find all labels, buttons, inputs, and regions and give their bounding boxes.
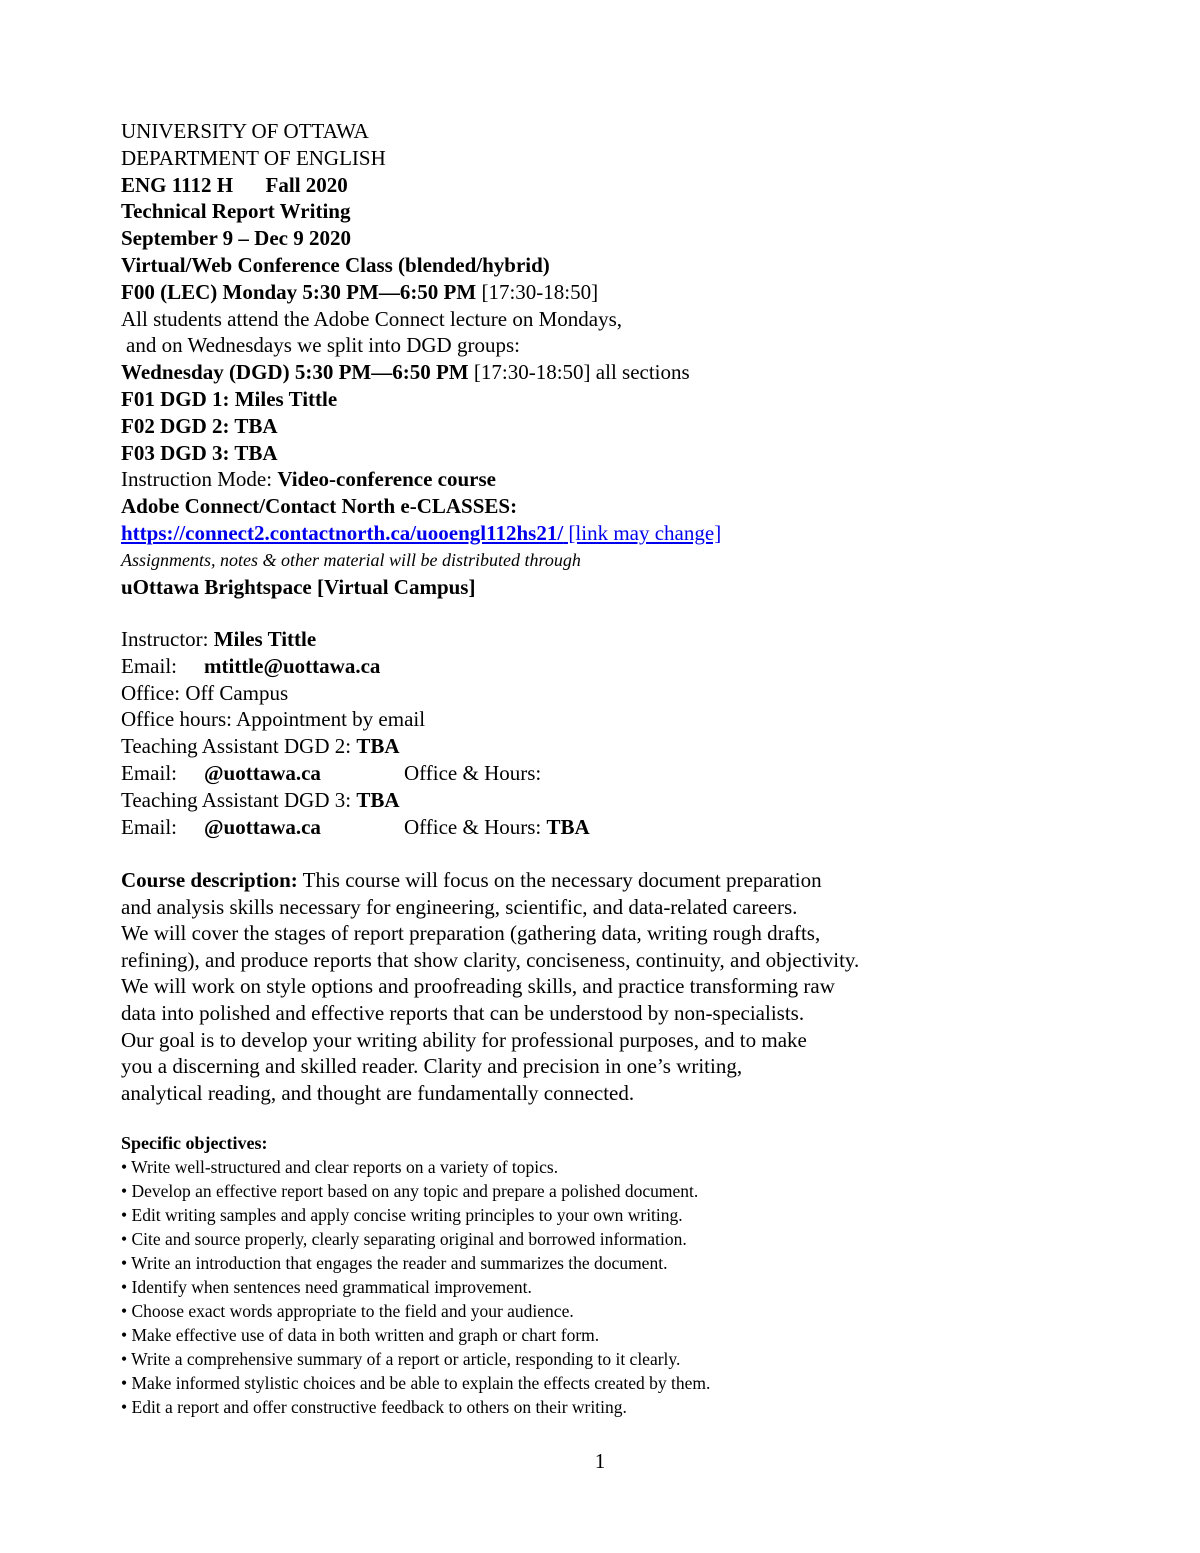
course-code-term: [121, 172, 1121, 199]
objective-item: • Make effective use of data in both written and graph or chart form.: [121, 1325, 600, 1345]
description-line: refining), and produce reports that show clarity, conciseness, continuity, and objectivity.: [121, 947, 860, 972]
specific-objectives: [121, 1131, 1081, 1419]
ta2-email: @uottawa.ca: [204, 760, 321, 785]
contact-info: [121, 626, 1121, 840]
objective-item: • Make informed stylistic choices and be able to explain the effects created by them.: [121, 1373, 711, 1393]
instruction-mode-value: Video-conference course: [277, 467, 496, 492]
ta3-office-value: TBA: [546, 814, 590, 839]
ta3-name: TBA: [356, 787, 400, 812]
description-line: [121, 867, 1081, 894]
description-label: Course description:: [121, 868, 298, 892]
ta3-row: [121, 787, 1121, 814]
description-line: We will cover the stages of report preparation (gathering data, writing rough drafts,: [121, 921, 821, 946]
instructor-email-row: [121, 653, 1121, 680]
lecture-schedule: [121, 279, 1121, 306]
description-line: data into polished and effective reports that can be understood by non-specialists.: [121, 1000, 805, 1025]
description-line: analytical reading, and thought are fundamentally connected.: [121, 1080, 635, 1105]
ta3-email-row: [121, 814, 1121, 841]
description-line: Our goal is to develop your writing ability for professional purposes, and to make: [121, 1027, 807, 1052]
objective-item: • Choose exact words appropriate to the field and your audience.: [121, 1301, 574, 1321]
lecture-schedule-bold: F00 (LEC) Monday 5:30 PM—6:50 PM: [121, 279, 477, 304]
ta2-office-label: Office & Hours:: [404, 760, 542, 785]
description-line: and analysis skills necessary for engineering, scientific, and data-related careers.: [121, 894, 798, 919]
objective-item: • Write an introduction that engages the reader and summarizes the document.: [121, 1253, 668, 1273]
description-line: you a discerning and skilled reader. Clarity and precision in one’s writing,: [121, 1054, 743, 1079]
page-number: 1: [594, 1449, 606, 1473]
lecture-schedule-time: [17:30-18:50]: [476, 279, 599, 304]
ta2-label: Teaching Assistant DGD 2:: [121, 734, 357, 759]
objective-item: • Write well-structured and clear reports on a variety of topics.: [121, 1157, 559, 1177]
instructor-name: Miles Tittle: [213, 627, 317, 651]
course-code: ENG 1112 H: [121, 172, 234, 197]
section-dgd-1: F01 DGD 1: Miles Tittle: [121, 386, 338, 411]
objective-item: • Cite and source properly, clearly separating original and borrowed information.: [121, 1229, 687, 1249]
section-dgd-3: F03 DGD 3: TBA: [121, 440, 278, 465]
description-line: We will work on style options and proofreading skills, and practice transforming raw: [121, 974, 835, 999]
class-type: Virtual/Web Conference Class (blended/hybrid): [121, 252, 550, 277]
objective-item: • Write a comprehensive summary of a report or article, responding to it clearly.: [121, 1349, 681, 1369]
instructor-label: Instructor:: [121, 627, 214, 651]
classroom-link[interactable]: https://connect2.contactnorth.ca/uooengl112hs21/: [121, 520, 564, 545]
email-label: Email:: [121, 760, 177, 785]
description-text: This course will focus on the necessary document preparation: [297, 868, 822, 892]
course-title: Technical Report Writing: [121, 199, 351, 224]
objective-item: • Identify when sentences need grammatical improvement.: [121, 1277, 532, 1297]
ta2-name: TBA: [356, 734, 400, 759]
brightspace-name: uOttawa Brightspace [Virtual Campus]: [121, 574, 476, 599]
office-hours: Office hours: Appointment by email: [121, 707, 426, 732]
lecture-note: All students attend the Adobe Connect lecture on Mondays,: [121, 306, 622, 331]
ta3-email: @uottawa.ca: [204, 814, 321, 839]
instruction-mode: [121, 466, 1121, 493]
platform-name: Adobe Connect/Contact North e-CLASSES:: [121, 494, 518, 519]
link-change-note[interactable]: [link may change]: [563, 520, 722, 545]
ta3-office-label: Office & Hours:: [404, 814, 547, 839]
course-header: [121, 118, 1121, 600]
objective-item: • Develop an effective report based on any topic and prepare a polished document.: [121, 1181, 699, 1201]
department-name: DEPARTMENT OF ENGLISH: [121, 145, 386, 170]
university-name: UNIVERSITY OF OTTAWA: [121, 119, 369, 143]
instructor-row: [121, 626, 1121, 653]
dgd-note: and on Wednesdays we split into DGD groups:: [126, 333, 520, 358]
course-dates: September 9 – Dec 9 2020: [121, 226, 351, 251]
objective-item: • Edit a report and offer constructive feedback to others on their writing.: [121, 1397, 627, 1417]
distribution-note: Assignments, notes & other material will be distributed through: [121, 549, 581, 570]
ta2-row: [121, 733, 1121, 760]
course-description: [121, 867, 1081, 1106]
course-term: Fall 2020: [265, 172, 348, 197]
ta2-email-row: [121, 760, 1121, 787]
objective-item: • Edit writing samples and apply concise writing principles to your own writing.: [121, 1205, 683, 1225]
email-label: Email:: [121, 653, 177, 678]
office-location: Office: Off Campus: [121, 680, 289, 705]
email-label: Email:: [121, 814, 177, 839]
instructor-email: mtittle@uottawa.ca: [204, 653, 381, 678]
classroom-link-row: [121, 520, 1121, 547]
objectives-title: Specific objectives:: [121, 1133, 268, 1153]
ta3-label: Teaching Assistant DGD 3:: [121, 787, 357, 812]
dgd-schedule: [121, 359, 1121, 386]
dgd-schedule-time: [17:30-18:50] all sections: [468, 360, 690, 385]
section-dgd-2: F02 DGD 2: TBA: [121, 413, 278, 438]
dgd-schedule-bold: Wednesday (DGD) 5:30 PM—6:50 PM: [121, 360, 469, 385]
instruction-mode-label: Instruction Mode:: [121, 467, 278, 492]
